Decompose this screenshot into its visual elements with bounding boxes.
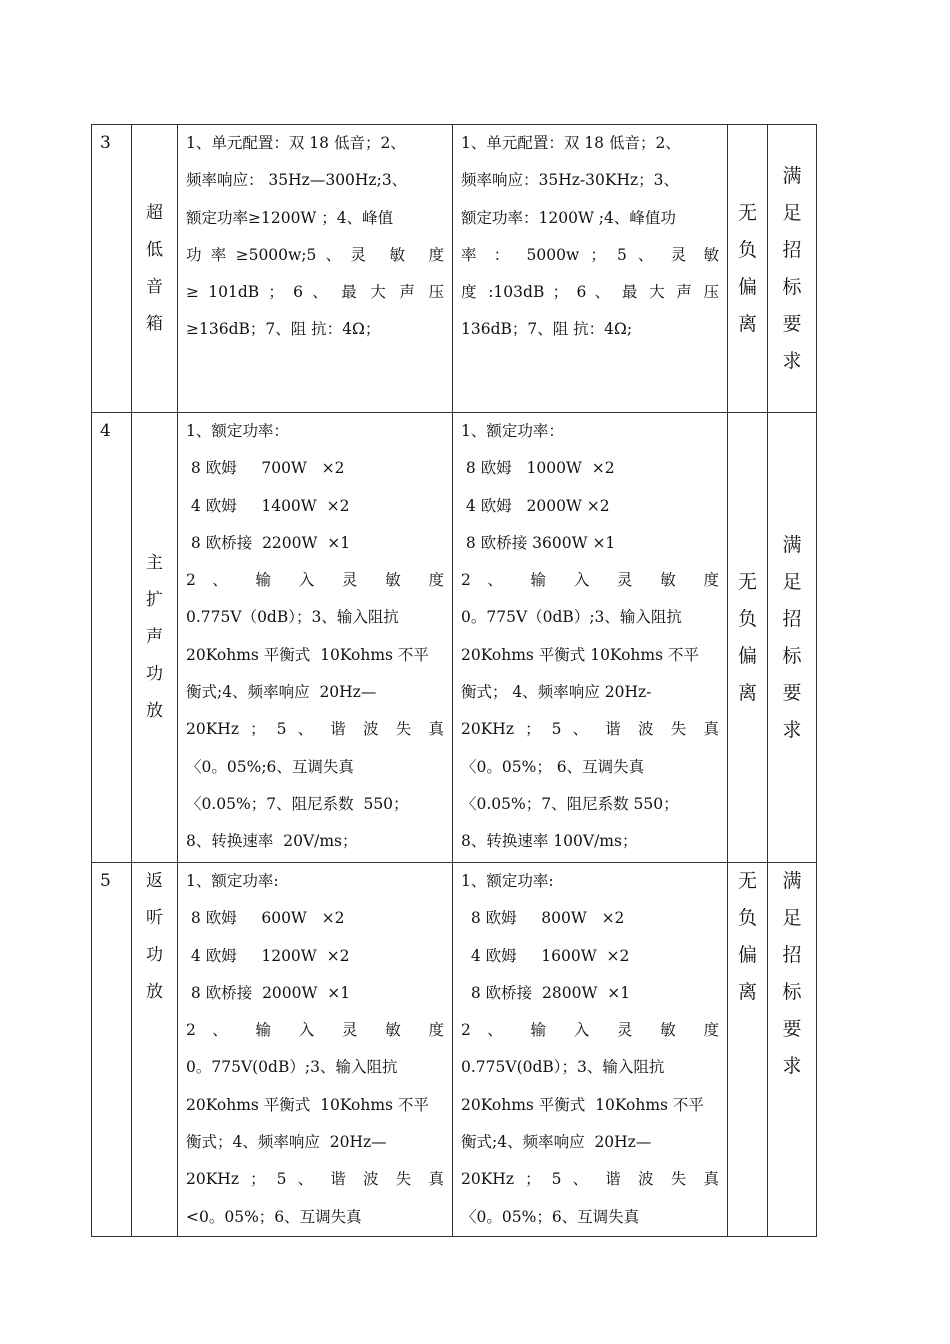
vertical-char: 负	[737, 907, 757, 929]
vertical-char: 满	[782, 533, 802, 556]
spec-line: 8、转换速率 100V/ms；	[461, 832, 638, 851]
requirement-spec	[178, 125, 453, 413]
compliance-result	[768, 863, 817, 1237]
spec-line: 2 、 输 入 灵 敏 度	[461, 571, 719, 590]
spec-line: <0。05%；6、互调失真	[186, 1207, 362, 1226]
vertical-char: 要	[782, 681, 802, 704]
vertical-char: 超	[146, 202, 163, 223]
vertical-char: 放	[146, 701, 163, 721]
vertical-char: 足	[782, 201, 802, 224]
table-row	[92, 863, 817, 1237]
spec-line: 〈0.05%；7、阻尼系数 550；	[461, 794, 679, 813]
spec-line: 8 欧桥接 2800W ×1	[461, 983, 631, 1002]
vertical-char: 返	[146, 871, 163, 891]
vertical-char: 要	[782, 1018, 802, 1040]
spec-line: 衡式； 4、频率响应 20Hz-	[461, 683, 652, 702]
spec-line: 1、单元配置：双 18 低音；2、	[186, 134, 406, 152]
vertical-char: 偏	[737, 275, 757, 298]
table-row	[92, 413, 817, 863]
spec-line: 额定功率：1200W ;4、峰值功	[461, 208, 676, 227]
spec-line: 20KHz ； 5 、 谐 波 失 真	[186, 720, 444, 739]
spec-line: 20Kohms 平衡式 10Kohms 不平	[461, 645, 699, 664]
spec-line: 8、转换速率 20V/ms；	[186, 832, 358, 851]
vertical-char: 负	[737, 607, 757, 630]
vertical-char: 偏	[737, 644, 757, 667]
requirement-spec	[178, 413, 453, 863]
spec-line: 4 欧姆 1400W ×2	[186, 496, 350, 515]
spec-line: 20Kohms 平衡式 10Kohms 不平	[186, 1095, 429, 1114]
spec-line: 8 欧姆 1000W ×2	[461, 459, 615, 478]
spec-line: 8 欧桥接 3600W ×1	[461, 533, 616, 552]
spec-line: 20KHz ； 5 、 谐 波 失 真	[186, 1170, 444, 1189]
spec-line: 衡式；4、频率响应 20Hz—	[186, 1133, 387, 1152]
spec-line: 2 、 输 入 灵 敏 度	[186, 571, 444, 590]
vertical-char: 求	[782, 1055, 802, 1077]
vertical-char: 声	[146, 627, 163, 647]
spec-line: 1、额定功率:	[461, 872, 554, 890]
spec-line: 率 ： 5000w ； 5 、 灵 敏	[461, 245, 719, 264]
spec-line: 衡式;4、频率响应 20Hz—	[186, 683, 377, 702]
spec-line: 1、额定功率：	[461, 422, 564, 440]
vertical-char: 求	[782, 349, 802, 372]
vertical-char: 箱	[146, 313, 163, 334]
vertical-char: 低	[146, 239, 163, 260]
spec-line: 2 、 输 入 灵 敏 度	[186, 1021, 444, 1040]
spec-line: 20Kohms 平衡式 10Kohms 不平	[461, 1095, 704, 1114]
vertical-char: 离	[737, 681, 757, 704]
response-spec	[453, 863, 728, 1237]
response-spec	[453, 413, 728, 863]
spec-line: 衡式;4、频率响应 20Hz—	[461, 1133, 652, 1152]
spec-line: 4 欧姆 1600W ×2	[461, 946, 630, 965]
item-name	[132, 413, 178, 863]
spec-line: 1、额定功率:	[186, 872, 279, 890]
spec-line: 1、额定功率：	[186, 422, 289, 440]
vertical-char: 标	[782, 981, 802, 1003]
table-row	[92, 125, 817, 413]
vertical-char: 足	[782, 907, 802, 929]
spec-line: 136dB；7、阻 抗：4Ω;	[461, 320, 633, 339]
vertical-char: 听	[146, 908, 163, 928]
spec-line: 1、单元配置：双 18 低音；2、	[461, 134, 681, 152]
requirement-spec	[178, 863, 453, 1237]
deviation-status	[728, 863, 768, 1237]
item-number: 5	[92, 863, 132, 1237]
spec-line: 〈0。05%；6、互调失真	[461, 1207, 640, 1226]
spec-line: 8 欧姆 600W ×2	[186, 909, 345, 928]
spec-line: 8 欧桥接 2200W ×1	[186, 533, 351, 552]
vertical-char: 招	[782, 944, 802, 966]
vertical-char: 标	[782, 275, 802, 298]
vertical-char: 满	[782, 164, 802, 187]
spec-line: 20KHz ； 5 、 谐 波 失 真	[461, 720, 719, 739]
spec-line: 0。775V(0dB）;3、输入阻抗	[186, 1058, 398, 1077]
vertical-char: 标	[782, 644, 802, 667]
spec-line: 〈0.05%；7、阻尼系数 550；	[186, 794, 409, 813]
vertical-char: 功	[146, 945, 163, 965]
spec-line: 8 欧姆 700W ×2	[186, 459, 345, 478]
spec-line: 2 、 输 入 灵 敏 度	[461, 1021, 719, 1040]
spec-line: 4 欧姆 2000W ×2	[461, 496, 610, 515]
response-spec	[453, 125, 728, 413]
spec-line: 8 欧姆 800W ×2	[461, 909, 625, 928]
compliance-result	[768, 125, 817, 413]
vertical-char: 招	[782, 607, 802, 630]
vertical-char: 负	[737, 238, 757, 261]
spec-line: ≥ 101dB ； 6 、 最 大 声 压	[186, 283, 444, 302]
vertical-char: 无	[737, 870, 757, 892]
item-name	[132, 125, 178, 413]
spec-line: 频率响应： 35Hz—300Hz;3、	[186, 171, 408, 190]
spec-line: 功率≥5000w;5、灵 敏 度	[186, 245, 444, 264]
spec-line: 频率响应：35Hz-30KHz；3、	[461, 171, 679, 190]
spec-line: 8 欧桥接 2000W ×1	[186, 983, 351, 1002]
vertical-char: 偏	[737, 944, 757, 966]
vertical-char: 功	[146, 664, 163, 684]
spec-line: 0.775V（0dB）；3、输入阻抗	[186, 608, 399, 627]
vertical-char: 离	[737, 981, 757, 1003]
vertical-char: 要	[782, 312, 802, 335]
compliance-result	[768, 413, 817, 863]
item-number: 4	[92, 413, 132, 863]
vertical-char: 无	[737, 201, 757, 224]
vertical-char: 足	[782, 570, 802, 593]
spec-line: 20Kohms 平衡式 10Kohms 不平	[186, 645, 429, 664]
vertical-char: 招	[782, 238, 802, 261]
vertical-char: 离	[737, 312, 757, 335]
vertical-char: 求	[782, 718, 802, 741]
vertical-char: 放	[146, 982, 163, 1002]
spec-line: 20KHz ； 5 、 谐 波 失 真	[461, 1170, 719, 1189]
vertical-char: 满	[782, 870, 802, 892]
spec-line: 额定功率≥1200W ；4、峰值	[186, 208, 394, 227]
spec-line: 度 :103dB ； 6 、 最 大 声 压	[461, 283, 719, 302]
spec-line: ≥136dB；7、阻 抗：4Ω；	[186, 320, 381, 339]
deviation-status	[728, 125, 768, 413]
vertical-char: 主	[146, 553, 163, 573]
spec-line: 0.775V(0dB）；3、输入阻抗	[461, 1058, 665, 1077]
spec-line: 4 欧姆 1200W ×2	[186, 946, 350, 965]
item-name	[132, 863, 178, 1237]
vertical-char: 音	[146, 276, 163, 297]
spec-compliance-table	[91, 124, 817, 1237]
vertical-char: 扩	[146, 590, 163, 610]
spec-line: 〈0。05%;6、互调失真	[186, 757, 354, 776]
spec-line: 0。775V（0dB）;3、输入阻抗	[461, 608, 682, 627]
vertical-char: 无	[737, 570, 757, 593]
deviation-status	[728, 413, 768, 863]
spec-line: 〈0。05%； 6、互调失真	[461, 757, 645, 776]
item-number: 3	[92, 125, 132, 413]
